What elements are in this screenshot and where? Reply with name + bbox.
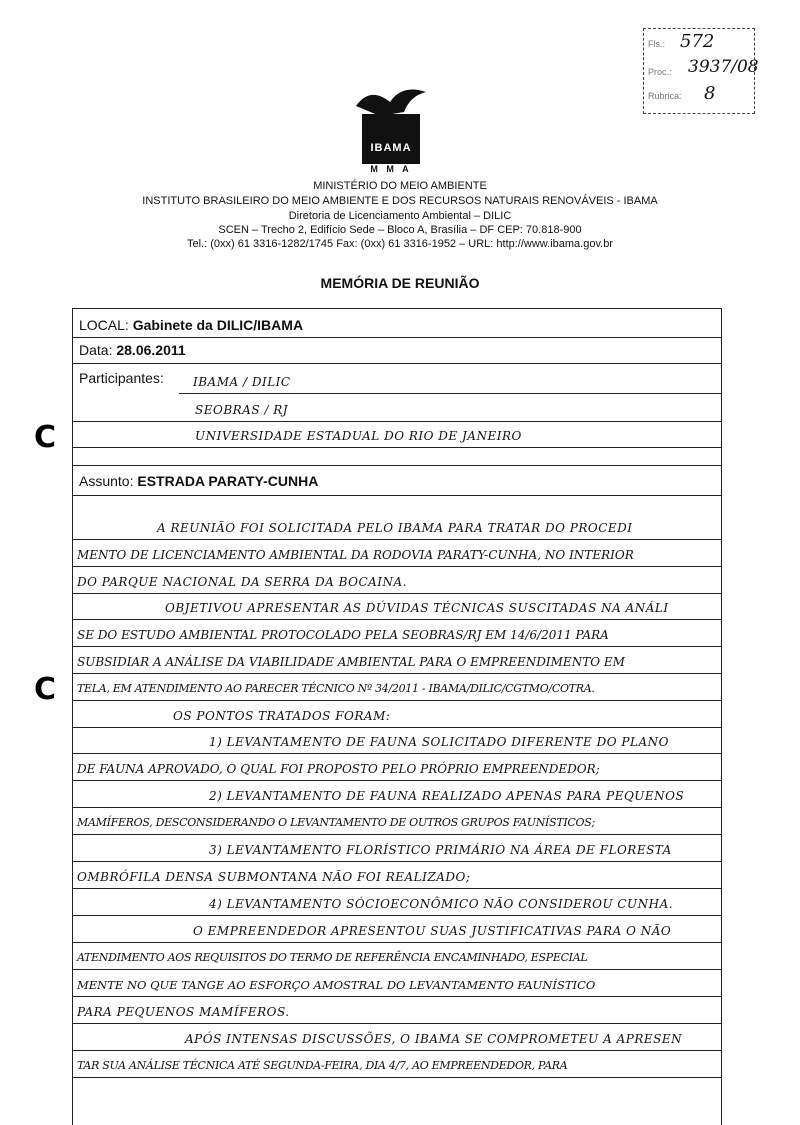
stamp-label-rubrica: Rubrica: <box>648 91 682 101</box>
protocol-stamp <box>643 28 759 114</box>
logo-name: IBAMA <box>370 142 412 154</box>
header-contact: Tel.: (0xx) 61 3316-1282/1745 Fax: (0xx) 61 3316-1952 – URL: http://www.ibama.gov.br <box>187 238 613 250</box>
body-line: A REUNIÃO FOI SOLICITADA PELO IBAMA PARA TRATAR DO PROCEDI <box>157 521 633 535</box>
participant-2: SEOBRAS / RJ <box>195 403 289 417</box>
date-field <box>79 342 186 358</box>
body-line: APÓS INTENSAS DISCUSSÕES, O IBAMA SE COMPROMETEU A APRESEN <box>185 1032 683 1046</box>
body-line: SE DO ESTUDO AMBIENTAL PROTOCOLADO PELA SEOBRAS/RJ EM 14/6/2011 PARA <box>77 628 609 642</box>
header-ministry: MINISTÉRIO DO MEIO AMBIENTE <box>313 180 487 192</box>
margin-mark-2: C <box>34 672 57 707</box>
stamp-initials: 8 <box>704 83 716 104</box>
body-line: 3) LEVANTAMENTO FLORÍSTICO PRIMÁRIO NA ÁREA DE FLORESTA <box>209 843 672 857</box>
stamp-label-proc: Proc.: <box>648 67 672 77</box>
participant-1: IBAMA / DILIC <box>193 375 291 389</box>
stamp-folio: 572 <box>680 31 715 52</box>
body-line: DO PARQUE NACIONAL DA SERRA DA BOCAINA. <box>77 575 408 589</box>
body-line: OS PONTOS TRATADOS FORAM: <box>173 709 391 723</box>
date-value: 28.06.2011 <box>116 342 186 358</box>
ibama-logo <box>350 78 434 174</box>
logo-block <box>362 114 420 164</box>
body-line: ATENDIMENTO AOS REQUISITOS DO TERMO DE REFERÊNCIA ENCAMINHADO, ESPECIAL <box>77 951 588 964</box>
local-label: LOCAL: <box>79 317 129 333</box>
body-line: MENTE NO QUE TANGE AO ESFORÇO AMOSTRAL DO LEVANTAMENTO FAUNÍSTICO <box>77 978 596 992</box>
body-line: 1) LEVANTAMENTO DE FAUNA SOLICITADO DIFERENTE DO PLANO <box>209 735 669 749</box>
page-title: MEMÓRIA DE REUNIÃO <box>320 275 480 291</box>
date-label: Data: <box>79 342 113 358</box>
margin-mark-1: C <box>34 420 57 455</box>
body-line: SUBSIDIAR A ANÁLISE DA VIABILIDADE AMBIENTAL PARA O EMPREENDIMENTO EM <box>77 655 625 669</box>
body-line: MENTO DE LICENCIAMENTO AMBIENTAL DA RODOVIA PARATY-CUNHA, NO INTERIOR <box>77 548 634 562</box>
body-line: DE FAUNA APROVADO, O QUAL FOI PROPOSTO PELO PRÓPRIO EMPREENDEDOR; <box>77 762 600 776</box>
subject-label: Assunto: <box>79 473 134 489</box>
body-line: TAR SUA ANÁLISE TÉCNICA ATÉ SEGUNDA-FEIRA, DIA 4/7, AO EMPREENDEDOR, PARA <box>77 1059 568 1072</box>
header-institute: INSTITUTO BRASILEIRO DO MEIO AMBIENTE E DOS RECURSOS NATURAIS RENOVÁVEIS - IBAMA <box>142 195 658 207</box>
body-line: OBJETIVOU APRESENTAR AS DÚVIDAS TÉCNICAS SUSCITADAS NA ANÁLI <box>165 601 669 615</box>
stamp-process: 3937/08 <box>688 57 759 77</box>
stamp-label-fls: Fls.: <box>648 39 665 49</box>
subject-field <box>79 473 318 489</box>
body-line: OMBRÓFILA DENSA SUBMONTANA NÃO FOI REALIZADO; <box>77 870 471 884</box>
local-field <box>79 317 303 333</box>
body-line: 2) LEVANTAMENTO DE FAUNA REALIZADO APENAS PARA PEQUENOS <box>209 789 685 803</box>
body-line: TELA, EM ATENDIMENTO AO PARECER TÉCNICO Nº 34/2011 - IBAMA/DILIC/CGTMO/COTRA. <box>77 682 595 695</box>
body-line: PARA PEQUENOS MAMÍFEROS. <box>77 1005 290 1019</box>
participants-label: Participantes: <box>79 370 164 386</box>
header-address: SCEN – Trecho 2, Edifício Sede – Bloco A, Brasília – DF CEP: 70.818-900 <box>218 224 582 236</box>
logo-sub: M M A <box>370 164 412 174</box>
header-directorate: Diretoria de Licenciamento Ambiental – DILIC <box>288 210 512 222</box>
body-line: O EMPREENDEDOR APRESENTOU SUAS JUSTIFICATIVAS PARA O NÃO <box>193 924 672 938</box>
participant-3: UNIVERSIDADE ESTADUAL DO RIO DE JANEIRO <box>195 429 522 443</box>
body-line: MAMÍFEROS, DESCONSIDERANDO O LEVANTAMENTO DE OUTROS GRUPOS FAUNÍSTICOS; <box>77 816 595 829</box>
meeting-form <box>72 308 722 1125</box>
local-value: Gabinete da DILIC/IBAMA <box>132 317 304 333</box>
body-line: 4) LEVANTAMENTO SÓCIOECONÔMICO NÃO CONSIDEROU CUNHA. <box>209 897 674 911</box>
subject-value: ESTRADA PARATY-CUNHA <box>137 473 319 489</box>
bird-icon <box>350 78 434 118</box>
